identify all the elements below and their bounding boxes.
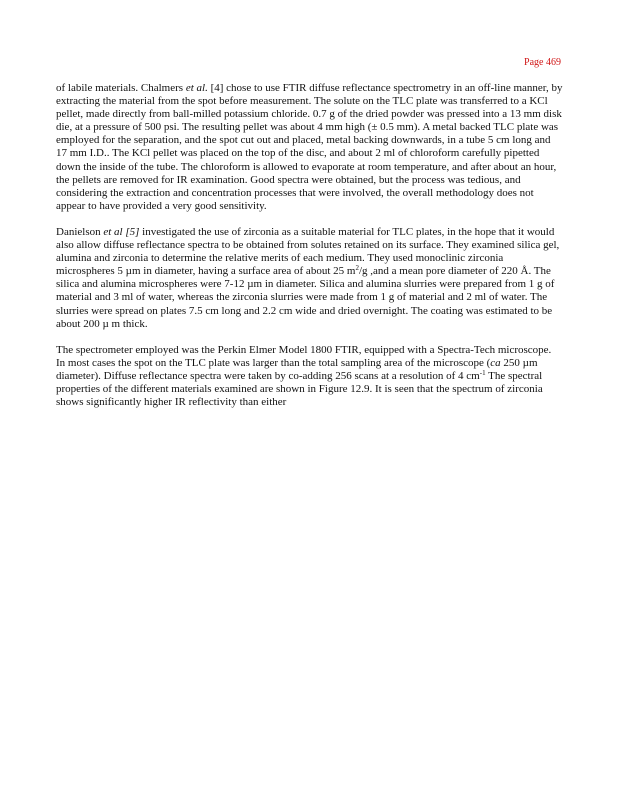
superscript: -1 (479, 368, 486, 377)
text-run: [4] chose to use FTIR diffuse reflectance spectrometry in an off-line manner, by extracting the material from the spot before measurement. The solute on the TLC plate was transferred to a KCl pellet, made directly from ball-milled potassium chloride. 0.7 g of the dried powder was pressed into a 13 mm disk die, at a pressure of 500 psi. The resulting pellet was about 4 mm high (± 0.5 mm). A metal backed TLC plate was employed for the separation, and the spot cut out and placed, metal backing downwards, in a tube 5 cm long and 17 mm I.D.. The KCl pellet was placed on the top of the disc, and about 2 ml of chloroform carefully pipetted down the inside of the tube. The chloroform is allowed to evaporate at room temperature, and after about an hour, the pellets are removed for IR examination. Good spectra were obtained, but the process was tedious, and considering the extraction and concentration processes that were involved, the overall methodology does not appear to have provided a very good sensitivity. (56, 82, 563, 212)
text-run: of labile materials. Chalmers (56, 82, 186, 94)
superscript: 2 (355, 264, 359, 273)
text-run: Danielson (56, 225, 104, 238)
paragraph-1 (56, 82, 563, 213)
italic-text: et al [5] (103, 225, 140, 238)
text-run: 250 µm diameter). Diffuse reflectance spectra were taken by co-adding 256 scans at a resolution of 4 cm (56, 356, 538, 382)
paragraph-3 (56, 344, 563, 409)
text-run: investigated the use of zirconia as a suitable material for TLC plates, in the hope that it would also allow diffuse reflectance spectra to be obtained from solutes retained on its surface. They examined silica gel, alumina and zirconia to determine the relative merits of each medium. They used monoclinic zirconia microspheres 5 µm in diameter, having a surface area of about 25 m (56, 225, 560, 278)
text-run: The spectral properties of the different materials examined are shown in Figure 12.9. It is seen that the spectrum of zirconia shows significantly higher IR reflectivity than either (56, 369, 543, 409)
text-run: The spectrometer employed was the Perkin Elmer Model 1800 FTIR, equipped with a Spectra-Tech microscope. In most cases the spot on the TLC plate was larger than the total sampling area of the microscope ( (56, 343, 552, 369)
page-number: Page 469 (524, 57, 561, 68)
italic-text: et al. (185, 82, 208, 94)
text-run: /g ,and a mean pore diameter of 220 Å. The silica and alumina microspheres were 7-12 µm in diameter. Silica and alumina slurries were prepared from 1 g of material and 3 ml of water, whereas the zirconia slurries were made from 1 g of material and 2 ml of water. The slurries were spread on plates 7.5 cm long and 2.2 cm wide and dried overnight. The coating was estimated to be about 200 µ m thick. (56, 265, 555, 330)
paragraph-2 (56, 226, 563, 331)
italic-text: ca (490, 356, 501, 369)
body-text (56, 82, 563, 409)
